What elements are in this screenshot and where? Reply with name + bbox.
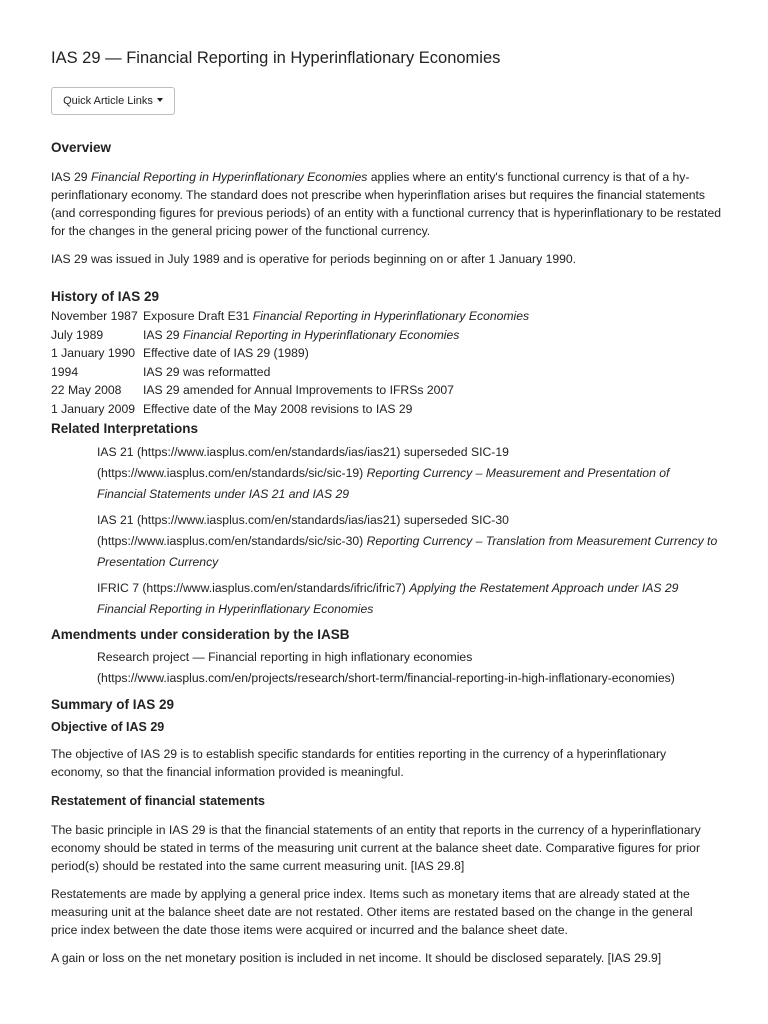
history-event-text: IAS 29 amended for Annual Improvements to IFRSs 2007 bbox=[143, 383, 454, 397]
objective-heading: Objective of IAS 29 bbox=[51, 720, 165, 734]
history-event-text: Effective date of the May 2008 revisions to IAS 29 bbox=[143, 401, 413, 416]
history-row bbox=[51, 363, 529, 382]
history-event-title: Financial Reporting in Hyperinflationary Economies bbox=[252, 309, 530, 323]
history-table bbox=[51, 307, 529, 418]
related-interpretation-text: IFRIC 7 (https://www.iasplus.com/en/standards/ifric/ifric7) bbox=[97, 581, 410, 595]
history-event bbox=[143, 344, 529, 363]
history-row bbox=[51, 307, 529, 326]
history-event bbox=[143, 307, 529, 326]
history-date: 1 January 1990 bbox=[51, 346, 136, 360]
gain-loss-paragraph: A gain or loss on the net monetary position is included in net income. It should be disclosed separately. [IAS 29.9] bbox=[51, 951, 662, 965]
overview-paragraph bbox=[51, 168, 721, 240]
issued-paragraph: IAS 29 was issued in July 1989 and is operative for periods beginning on or after 1 January 1990. bbox=[51, 252, 577, 266]
overview-standard-title: Financial Reporting in Hyperinflationary Economies bbox=[90, 170, 368, 184]
history-event bbox=[143, 381, 529, 400]
overview-heading: Overview bbox=[51, 140, 112, 155]
history-row bbox=[51, 326, 529, 345]
related-interpretation-item[interactable] bbox=[97, 442, 721, 505]
quick-article-links-dropdown[interactable] bbox=[51, 87, 175, 115]
objective-paragraph: The objective of IAS 29 is to establish specific standards for entities reporting in the currency of a hyperinflationary economy, so that the financial information provided is meaningful. bbox=[51, 747, 667, 779]
history-event bbox=[143, 326, 529, 345]
related-interpretation-text: IAS 21 (https://www.iasplus.com/en/standards/ias/ias21) superseded SIC-19 (https://www.iasplus.com/en/standards/sic/sic-19) bbox=[97, 445, 509, 480]
summary-heading: Summary of IAS 29 bbox=[51, 697, 175, 712]
overview-body: applies where an entity's functional currency is that of a hyperinflationary economy. The standard does not prescribe when hyperinflation arises but requires the financial statements (and corresponding figures for previous periods) of an entity with a functional currency that is hyperinflationary to be restated for the changes in the general pricing power of the functional currency. bbox=[51, 170, 721, 238]
quick-links-label: Quick Article Links bbox=[63, 95, 153, 107]
history-date: 1994 bbox=[51, 364, 79, 379]
history-row bbox=[51, 344, 529, 363]
history-row bbox=[51, 400, 529, 419]
amendments-heading: Amendments under consideration by the IASB bbox=[51, 627, 350, 642]
related-interpretation-item[interactable] bbox=[97, 578, 721, 620]
restatement-heading: Restatement of financial statements bbox=[51, 794, 265, 808]
article-body bbox=[51, 138, 721, 967]
history-event-text: IAS 29 bbox=[143, 327, 183, 342]
history-heading: History of IAS 29 bbox=[51, 289, 160, 304]
history-date: July 1989 bbox=[51, 327, 104, 342]
history-event bbox=[143, 400, 529, 419]
related-interpretations-list bbox=[51, 442, 721, 620]
history-event-title: Financial Reporting in Hyperinflationary Economies bbox=[182, 327, 460, 342]
related-interpretation-title: Applying the Restatement Approach under IAS 29 Financial Reporting in Hyperinflationary Economies bbox=[97, 581, 679, 616]
related-interpretation-text: IAS 21 (https://www.iasplus.com/en/standards/ias/ias21) superseded SIC-30 (https://www.iasplus.com/en/standards/sic/sic-30) bbox=[97, 513, 509, 548]
related-interpretations-heading: Related Interpretations bbox=[51, 421, 199, 436]
history-event-text: IAS 29 was reformatted bbox=[143, 364, 271, 379]
history-row bbox=[51, 381, 529, 400]
related-interpretation-title: Reporting Currency – Measurement and Presentation of Financial Statements under IAS 21 and IAS 29 bbox=[97, 466, 670, 501]
history-date: 22 May 2008 bbox=[51, 383, 122, 397]
history-event-text: Exposure Draft E31 bbox=[143, 309, 253, 323]
overview-prefix: IAS 29 bbox=[51, 170, 91, 184]
caret-down-icon bbox=[157, 98, 163, 102]
history-event bbox=[143, 363, 529, 382]
basic-principle-paragraph: The basic principle in IAS 29 is that the financial statements of an entity that reports in the currency of a hyperinflationary economy should be stated in terms of the measuring unit current at the balance sheet date. Comparative figures for prior period(s) should be restated into the same current measuring unit. [IAS 29.8] bbox=[51, 823, 701, 873]
related-interpretation-title: Reporting Currency – Translation from Measurement Currency to Presentation Currency bbox=[97, 534, 718, 569]
restatements-paragraph: Restatements are made by applying a general price index. Items such as monetary items that are already stated at the measuring unit at the balance sheet date are not restated. Other items are restated based on the change in the general price index between the date those items were acquired or incurred and the balance sheet date. bbox=[51, 887, 693, 937]
history-date: 1 January 2009 bbox=[51, 401, 136, 416]
history-date: November 1987 bbox=[51, 309, 138, 323]
related-interpretation-item[interactable] bbox=[97, 510, 721, 573]
research-project-link[interactable]: Research project — Financial reporting in high inflationary economies (https://www.iasplus.com/en/projects/research/short-term/financial-reporting-in-high-inflationary-economies) bbox=[97, 650, 675, 685]
history-event-text: Effective date of IAS 29 (1989) bbox=[143, 346, 309, 360]
page-title: IAS 29 — Financial Reporting in Hyperinflationary Economies bbox=[51, 49, 501, 67]
